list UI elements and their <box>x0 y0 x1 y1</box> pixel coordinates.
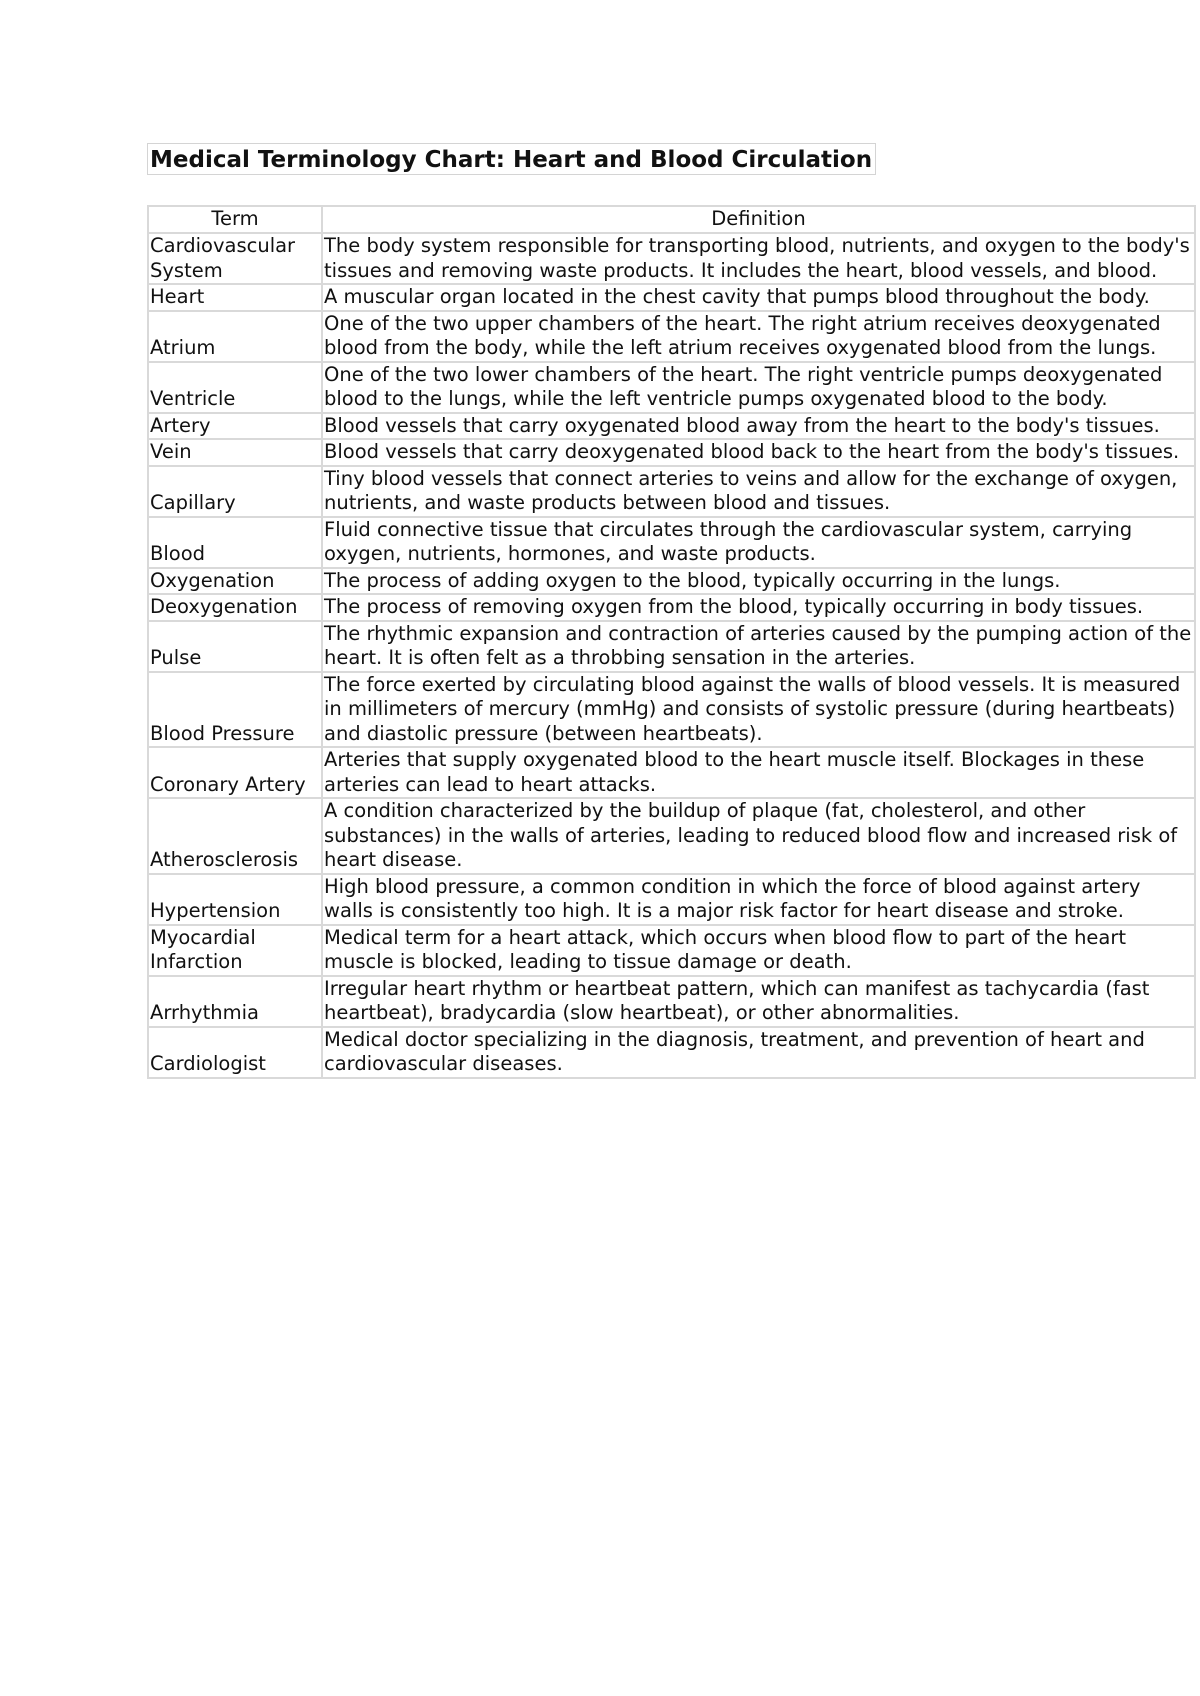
term-cell: Coronary Artery <box>148 747 322 798</box>
definition-cell: Irregular heart rhythm or heartbeat pattern, which can manifest as tachycardia (fast heartbeat), bradycardia (slow heartbeat), or other abnormalities. <box>322 976 1195 1027</box>
definition-cell: A condition characterized by the buildup of plaque (fat, cholesterol, and other substances) in the walls of arteries, leading to reduced blood flow and increased risk of heart disease. <box>322 798 1195 874</box>
term-cell: Cardiologist <box>148 1027 322 1078</box>
term-cell: Deoxygenation <box>148 594 322 621</box>
table-row <box>148 672 1195 748</box>
table-row <box>148 413 1195 440</box>
definition-cell: Arteries that supply oxygenated blood to the heart muscle itself. Blockages in these arteries can lead to heart attacks. <box>322 747 1195 798</box>
table-row <box>148 466 1195 517</box>
definition-column-header: Definition <box>322 206 1195 233</box>
table-row <box>148 233 1195 284</box>
term-column-header: Term <box>148 206 322 233</box>
definition-cell: The rhythmic expansion and contraction of arteries caused by the pumping action of the heart. It is often felt as a throbbing sensation in the arteries. <box>322 621 1195 672</box>
table-row <box>148 1027 1195 1078</box>
term-cell: Blood <box>148 517 322 568</box>
table-row <box>148 874 1195 925</box>
table-row <box>148 362 1195 413</box>
term-cell: Blood Pressure <box>148 672 322 748</box>
definition-cell: One of the two lower chambers of the heart. The right ventricle pumps deoxygenated blood to the lungs, while the left ventricle pumps oxygenated blood to the body. <box>322 362 1195 413</box>
term-cell: Pulse <box>148 621 322 672</box>
table-row <box>148 439 1195 466</box>
definition-cell: The force exerted by circulating blood against the walls of blood vessels. It is measured in millimeters of mercury (mmHg) and consists of systolic pressure (during heartbeats) and diastolic pressure (between heartbeats). <box>322 672 1195 748</box>
table-row <box>148 568 1195 595</box>
definition-cell: Medical term for a heart attack, which occurs when blood flow to part of the heart muscle is blocked, leading to tissue damage or death. <box>322 925 1195 976</box>
definition-cell: Blood vessels that carry oxygenated blood away from the heart to the body's tissues. <box>322 413 1195 440</box>
table-row <box>148 621 1195 672</box>
term-cell: Arrhythmia <box>148 976 322 1027</box>
table-row <box>148 747 1195 798</box>
term-cell: Vein <box>148 439 322 466</box>
term-cell: Heart <box>148 284 322 311</box>
table-row <box>148 798 1195 874</box>
definition-cell: Tiny blood vessels that connect arteries to veins and allow for the exchange of oxygen, nutrients, and waste products between blood and tissues. <box>322 466 1195 517</box>
definition-cell: The body system responsible for transporting blood, nutrients, and oxygen to the body's tissues and removing waste products. It includes the heart, blood vessels, and blood. <box>322 233 1195 284</box>
header-row <box>148 206 1195 233</box>
table-row <box>148 976 1195 1027</box>
term-cell: Ventricle <box>148 362 322 413</box>
term-cell: Myocardial Infarction <box>148 925 322 976</box>
definition-cell: High blood pressure, a common condition in which the force of blood against artery walls is consistently too high. It is a major risk factor for heart disease and stroke. <box>322 874 1195 925</box>
table-row <box>148 517 1195 568</box>
term-cell: Atrium <box>148 311 322 362</box>
definition-cell: One of the two upper chambers of the heart. The right atrium receives deoxygenated blood from the body, while the left atrium receives oxygenated blood from the lungs. <box>322 311 1195 362</box>
term-cell: Atherosclerosis <box>148 798 322 874</box>
term-cell: Capillary <box>148 466 322 517</box>
definition-cell: A muscular organ located in the chest cavity that pumps blood throughout the body. <box>322 284 1195 311</box>
term-cell: Hypertension <box>148 874 322 925</box>
term-cell: Oxygenation <box>148 568 322 595</box>
terminology-table <box>147 205 1196 1079</box>
table-row <box>148 311 1195 362</box>
term-cell: Artery <box>148 413 322 440</box>
term-cell: Cardiovascular System <box>148 233 322 284</box>
definition-cell: Fluid connective tissue that circulates through the cardiovascular system, carrying oxygen, nutrients, hormones, and waste products. <box>322 517 1195 568</box>
table-row <box>148 925 1195 976</box>
table-row <box>148 594 1195 621</box>
definition-cell: The process of removing oxygen from the blood, typically occurring in body tissues. <box>322 594 1195 621</box>
page-title: Medical Terminology Chart: Heart and Blood Circulation <box>147 143 876 175</box>
definition-cell: Medical doctor specializing in the diagnosis, treatment, and prevention of heart and cardiovascular diseases. <box>322 1027 1195 1078</box>
table-row <box>148 284 1195 311</box>
definition-cell: The process of adding oxygen to the blood, typically occurring in the lungs. <box>322 568 1195 595</box>
definition-cell: Blood vessels that carry deoxygenated blood back to the heart from the body's tissues. <box>322 439 1195 466</box>
